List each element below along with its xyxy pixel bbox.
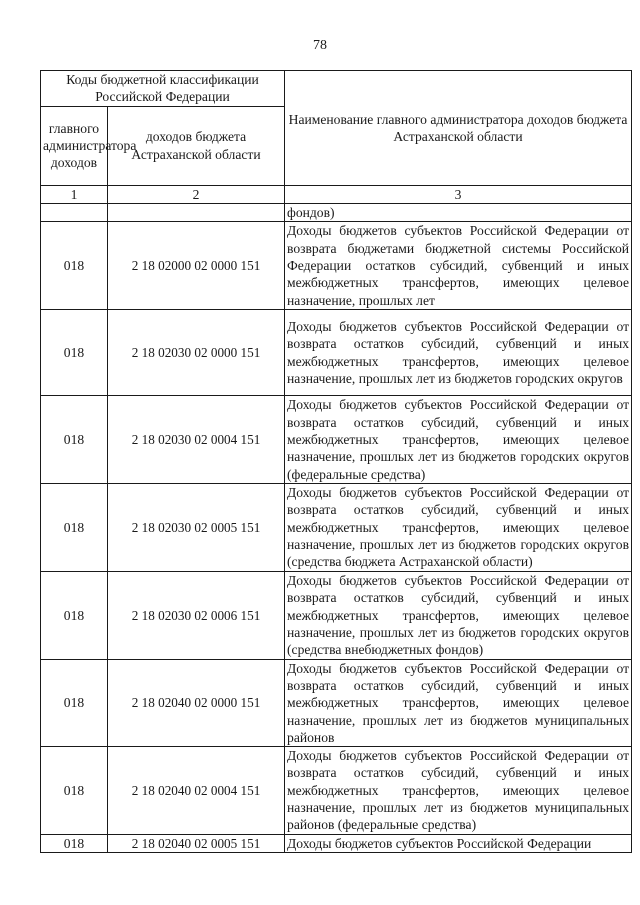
revenue-name-cell: Доходы бюджетов субъектов Российской Федерации от возврата остатков субсидий, субвенций и иных межбюджетных трансфертов, имеющих целевое назначение, прошлых лет из бюджетов муниципальных районов xyxy=(285,659,632,746)
revenue-name-cell: Доходы бюджетов субъектов Российской Федерации от возврата остатков субсидий, субвенций и иных межбюджетных трансфертов, имеющих целевое назначение, прошлых лет из бюджетов муниципальных районов (федеральные средства) xyxy=(285,747,632,834)
revenue-name-cell: Доходы бюджетов субъектов Российской Федерации от возврата остатков субсидий, субвенций и иных межбюджетных трансфертов, имеющих целевое назначение, прошлых лет из бюджетов городских округов (средства внебюджетных фондов) xyxy=(285,571,632,659)
table-row xyxy=(41,484,632,571)
revenue-code-cell: 2 18 02030 02 0000 151 xyxy=(108,310,285,396)
admin-code-cell: 018 xyxy=(41,747,108,834)
revenue-name-cell: Доходы бюджетов субъектов Российской Федерации от возврата бюджетами бюджетной системы Российской Федерации остатков субсидий, субвенций и иных межбюджетных трансфертов, имеющих целевое назначение, прошлых лет xyxy=(285,222,632,310)
column-number-1: 1 xyxy=(41,185,108,203)
admin-code-cell: 018 xyxy=(41,834,108,852)
revenue-name-cell: Доходы бюджетов субъектов Российской Федерации от возврата остатков субсидий, субвенций и иных межбюджетных трансфертов, имеющих целевое назначение, прошлых лет из бюджетов городских округов (средства бюджета Астраханской области) xyxy=(285,484,632,571)
revenue-code-cell: 2 18 02040 02 0005 151 xyxy=(108,834,285,852)
revenue-name-cell: фондов) xyxy=(285,203,632,221)
table-row xyxy=(41,571,632,659)
column-number-2: 2 xyxy=(108,185,285,203)
table-row xyxy=(41,222,632,310)
revenue-name-cell: Доходы бюджетов субъектов Российской Федерации от возврата остатков субсидий, субвенций и иных межбюджетных трансфертов, имеющих целевое назначение, прошлых лет из бюджетов городских округов xyxy=(285,310,632,396)
admin-code-cell: 018 xyxy=(41,659,108,746)
table-row xyxy=(41,310,632,396)
admin-code-cell xyxy=(41,203,108,221)
page-number: 78 xyxy=(313,38,327,53)
table-row xyxy=(41,747,632,834)
admin-code-cell: 018 xyxy=(41,310,108,396)
revenue-name-cell: Доходы бюджетов субъектов Российской Федерации от возврата остатков субсидий, субвенций и иных межбюджетных трансфертов, имеющих целевое назначение, прошлых лет из бюджетов городских округов (федеральные средства) xyxy=(285,396,632,484)
header-classification-codes: Коды бюджетной классификации Российской Федерации xyxy=(41,71,285,107)
budget-classification-table xyxy=(40,70,632,853)
header-administrator-name: Наименование главного администратора доходов бюджета Астраханской области xyxy=(285,71,632,186)
revenue-code-cell xyxy=(108,203,285,221)
table-row xyxy=(41,659,632,746)
header-revenue-code: доходов бюджета Астраханской области xyxy=(108,106,285,185)
table-row xyxy=(41,203,632,221)
admin-code-cell: 018 xyxy=(41,484,108,571)
table-row xyxy=(41,834,632,852)
revenue-code-cell: 2 18 02040 02 0000 151 xyxy=(108,659,285,746)
header-admin-code: главного администратора доходов xyxy=(41,106,108,185)
revenue-code-cell: 2 18 02030 02 0006 151 xyxy=(108,571,285,659)
revenue-code-cell: 2 18 02030 02 0005 151 xyxy=(108,484,285,571)
revenue-code-cell: 2 18 02000 02 0000 151 xyxy=(108,222,285,310)
admin-code-cell: 018 xyxy=(41,396,108,484)
revenue-code-cell: 2 18 02030 02 0004 151 xyxy=(108,396,285,484)
column-number-3: 3 xyxy=(285,185,632,203)
revenue-name-cell: Доходы бюджетов субъектов Российской Федерации xyxy=(285,834,632,852)
revenue-code-cell: 2 18 02040 02 0004 151 xyxy=(108,747,285,834)
table-row xyxy=(41,396,632,484)
admin-code-cell: 018 xyxy=(41,222,108,310)
admin-code-cell: 018 xyxy=(41,571,108,659)
